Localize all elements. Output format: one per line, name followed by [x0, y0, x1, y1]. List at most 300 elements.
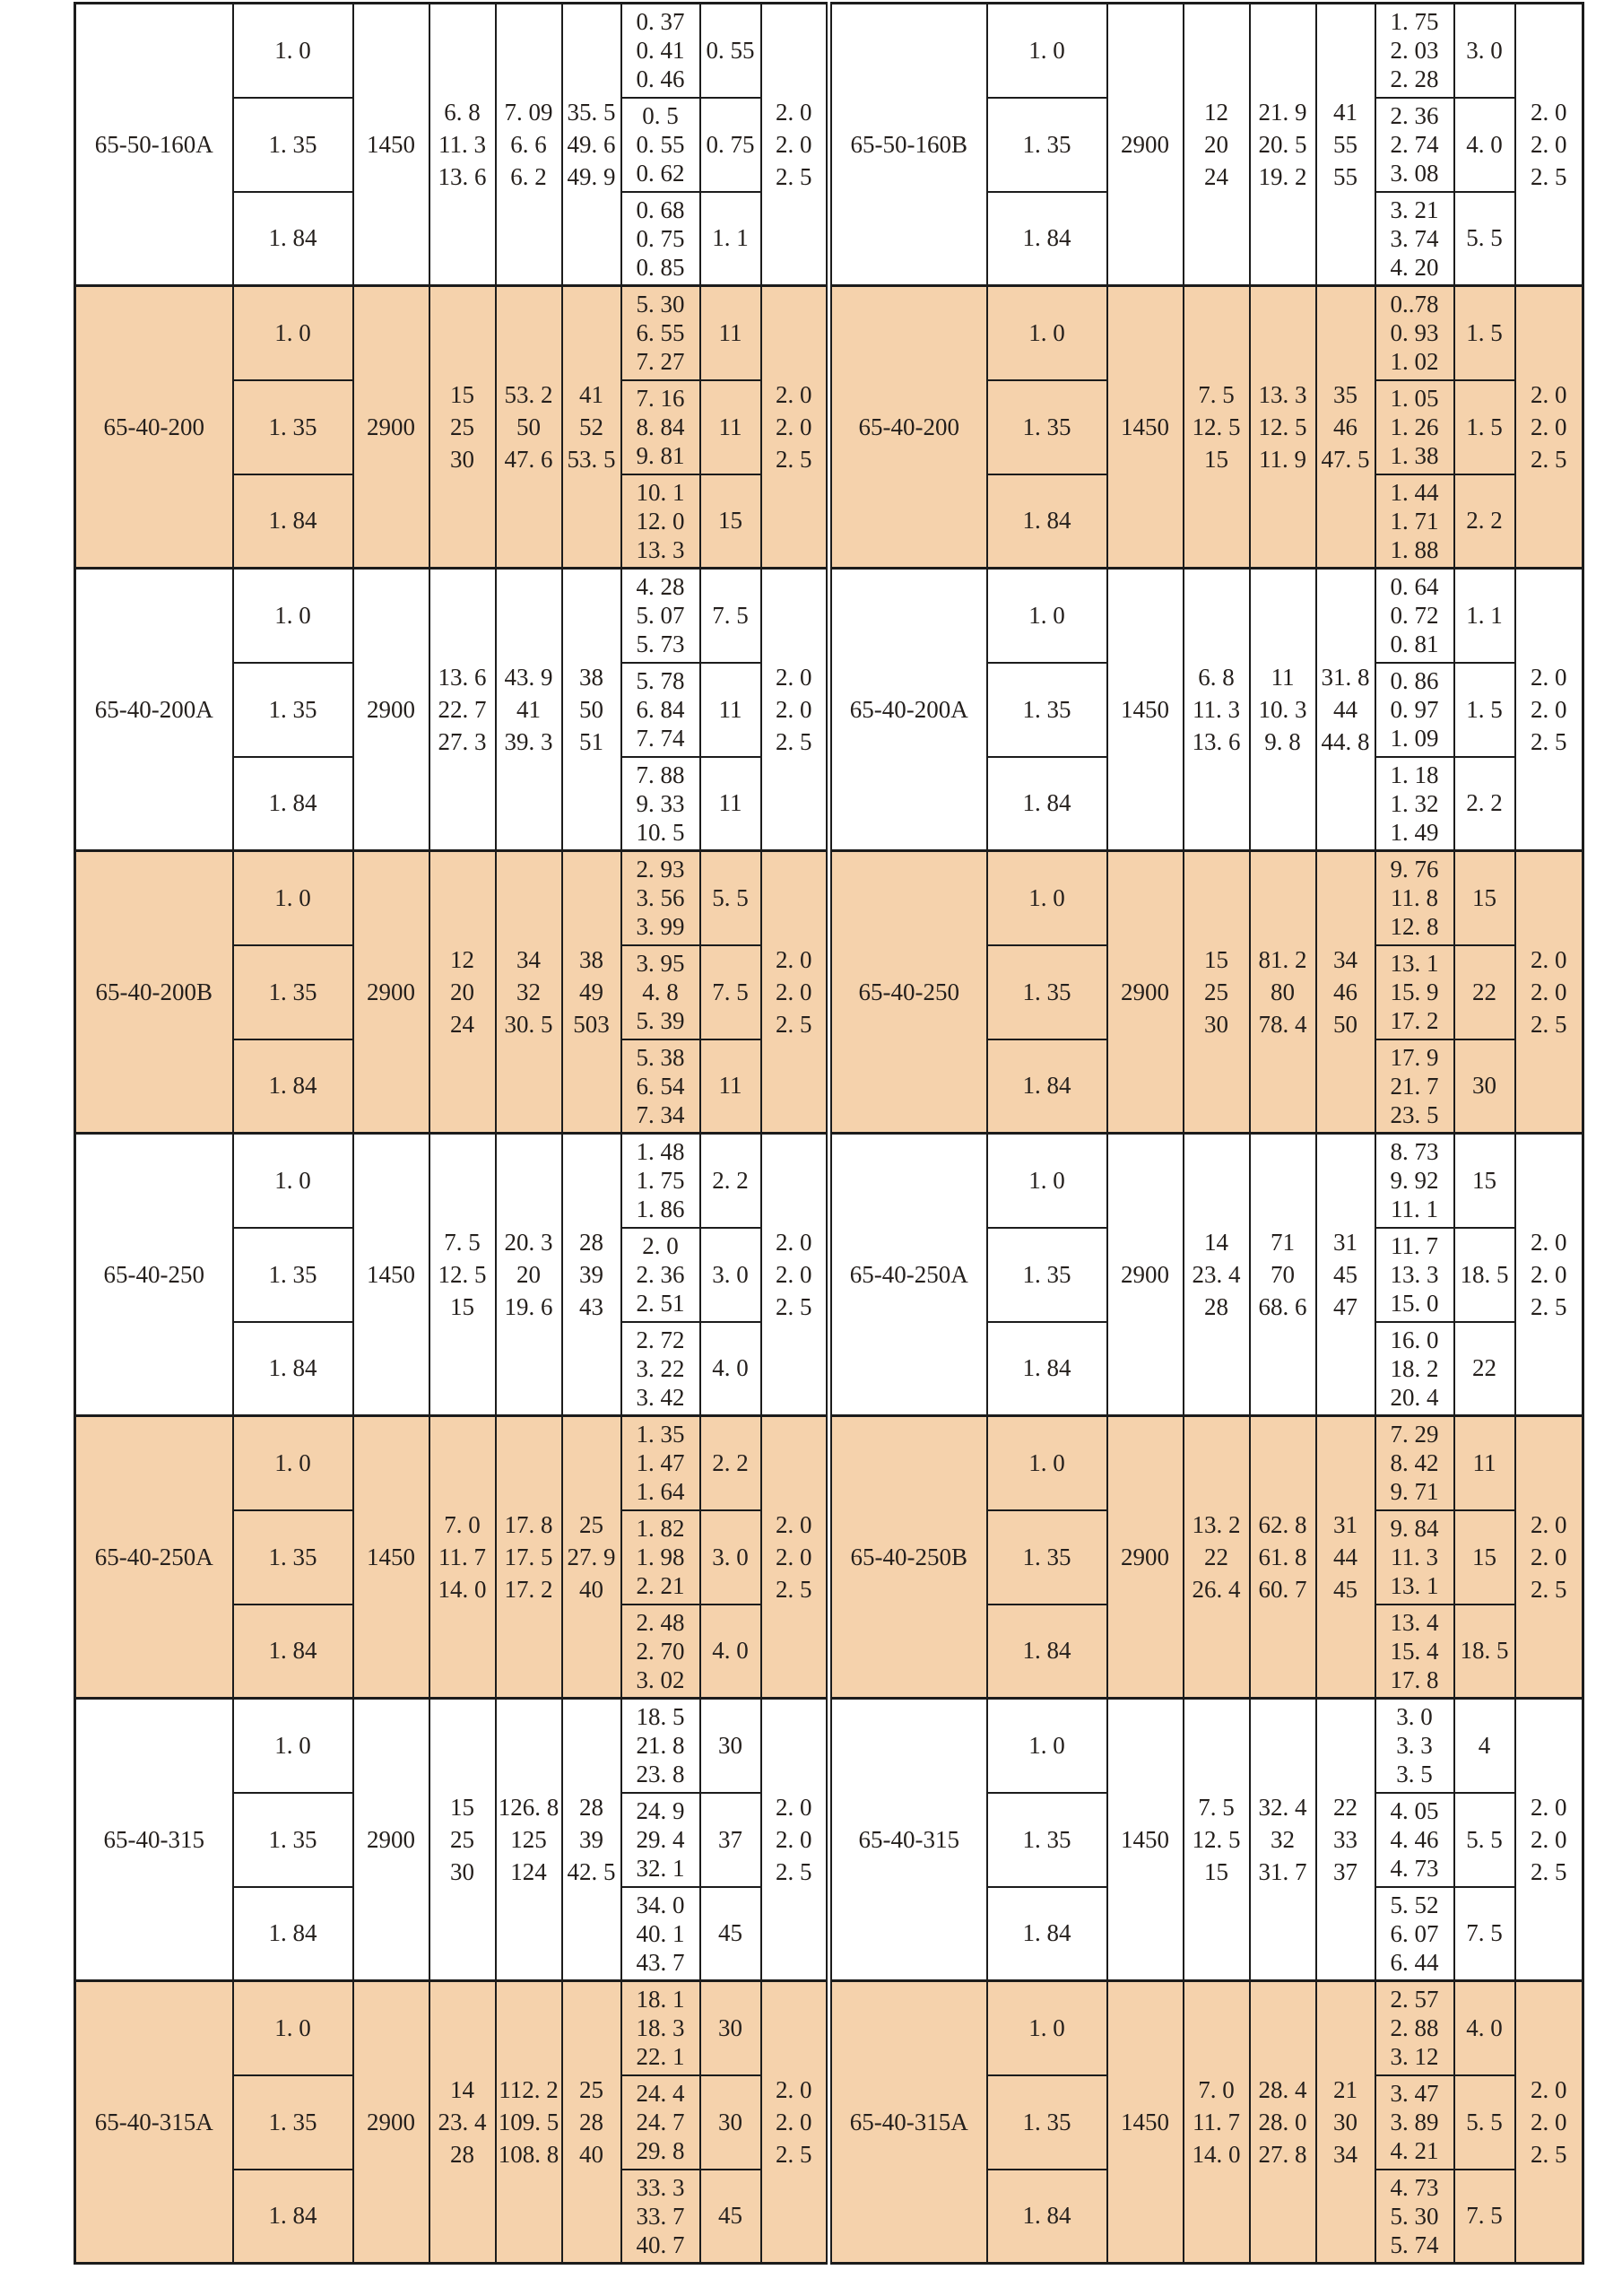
flow-cell	[429, 1981, 496, 2264]
efficiency-cell	[1316, 286, 1375, 569]
table-row	[75, 1134, 1583, 1228]
impeller-ratio-cell: 1. 0	[987, 4, 1107, 98]
efficiency-value-line: 44	[1333, 1544, 1357, 1570]
efficiency-value-line: 21	[1333, 2076, 1357, 2103]
motor-power-cell: 30	[700, 1699, 761, 1793]
efficiency-value-line: 55	[1333, 131, 1357, 158]
flow-value-line: 15	[1204, 1858, 1228, 1885]
npsh-value-line: 2. 0	[776, 1826, 812, 1853]
impeller-ratio-cell: 1. 35	[233, 1510, 353, 1605]
flow-cell	[1184, 1416, 1250, 1699]
head-cell	[1250, 286, 1316, 569]
head-cell	[496, 1981, 562, 2264]
head-value-line: 61. 8	[1258, 1544, 1307, 1570]
motor-power-cell: 7. 5	[700, 945, 761, 1039]
impeller-ratio-cell: 1. 84	[987, 192, 1107, 286]
shaft-power-value-line: 3. 47	[1390, 2080, 1439, 2107]
head-value-line: 20. 3	[504, 1229, 553, 1256]
motor-power-cell: 11	[700, 757, 761, 851]
shaft-power-value-line: 29. 8	[636, 2137, 685, 2164]
head-value-line: 39. 3	[504, 728, 553, 755]
shaft-power-cell	[1375, 1605, 1454, 1699]
head-value-line: 68. 6	[1258, 1293, 1307, 1320]
motor-power-cell: 4. 0	[700, 1322, 761, 1416]
flow-value-line: 7. 0	[1198, 2076, 1235, 2103]
impeller-ratio-cell: 1. 35	[987, 945, 1107, 1039]
shaft-power-cell	[1375, 98, 1454, 192]
motor-power-cell: 1. 1	[1454, 569, 1515, 663]
flow-value-line: 13. 6	[438, 664, 487, 691]
npsh-value-line: 2. 0	[1531, 664, 1567, 691]
shaft-power-value-line: 1. 32	[1390, 789, 1439, 817]
impeller-ratio-cell: 1. 84	[233, 2170, 353, 2264]
flow-value-line: 22	[1204, 1544, 1228, 1570]
shaft-power-cell	[1375, 757, 1454, 851]
motor-power-cell: 1. 1	[700, 192, 761, 286]
flow-value-line: 24	[1204, 163, 1228, 190]
npsh-value-line: 2. 0	[1531, 1544, 1567, 1570]
motor-power-cell: 3. 0	[700, 1228, 761, 1322]
flow-value-line: 12	[1204, 99, 1228, 126]
head-value-line: 20	[516, 1261, 541, 1288]
impeller-ratio-cell: 1. 0	[987, 1416, 1107, 1510]
shaft-power-value-line: 8. 73	[1390, 1138, 1439, 1166]
head-value-line: 17. 2	[504, 1576, 553, 1603]
shaft-power-value-line: 2. 88	[1390, 2014, 1439, 2042]
efficiency-value-line: 28	[579, 2109, 603, 2135]
shaft-power-value-line: 0. 81	[1390, 631, 1439, 658]
shaft-power-value-line: 3. 5	[1396, 1761, 1433, 1788]
flow-value-line: 12	[450, 946, 474, 973]
speed-cell: 1450	[1107, 286, 1184, 569]
impeller-ratio-cell: 1. 0	[233, 851, 353, 945]
shaft-power-value-line: 6. 54	[636, 1072, 685, 1100]
shaft-power-cell	[1375, 1887, 1454, 1981]
shaft-power-value-line: 2. 36	[636, 1261, 685, 1288]
npsh-value-line: 2. 0	[1531, 381, 1567, 408]
shaft-power-value-line: 4. 20	[1390, 253, 1439, 281]
shaft-power-value-line: 5. 07	[636, 602, 685, 630]
shaft-power-value-line: 13. 3	[636, 535, 685, 563]
efficiency-value-line: 25	[579, 2076, 603, 2103]
motor-power-cell: 15	[1454, 1134, 1515, 1228]
motor-power-cell: 22	[1454, 945, 1515, 1039]
shaft-power-value-line: 0. 85	[636, 253, 685, 281]
head-value-line: 7. 09	[504, 99, 553, 126]
efficiency-value-line: 38	[579, 664, 603, 691]
shaft-power-value-line: 13. 1	[1390, 1572, 1439, 1599]
impeller-ratio-cell: 1. 35	[987, 1228, 1107, 1322]
npsh-cell	[1515, 851, 1583, 1134]
shaft-power-value-line: 0. 75	[636, 224, 685, 252]
flow-value-line: 14	[450, 2076, 474, 2103]
shaft-power-value-line: 1. 02	[1390, 348, 1439, 376]
shaft-power-value-line: 18. 3	[636, 2014, 685, 2042]
shaft-power-value-line: 23. 5	[1390, 1100, 1439, 1128]
shaft-power-cell	[621, 4, 700, 98]
efficiency-value-line: 31. 8	[1321, 664, 1370, 691]
impeller-ratio-cell: 1. 84	[233, 1605, 353, 1699]
speed-cell: 2900	[353, 851, 429, 1134]
shaft-power-cell	[621, 2075, 700, 2170]
shaft-power-cell	[621, 474, 700, 569]
npsh-value-line: 2. 5	[776, 728, 812, 755]
shaft-power-value-line: 7. 34	[636, 1100, 685, 1128]
flow-cell	[1184, 4, 1250, 286]
flow-value-line: 25	[1204, 978, 1228, 1005]
shaft-power-value-line: 2. 0	[642, 1232, 679, 1259]
head-value-line: 28. 0	[1258, 2109, 1307, 2135]
head-value-line: 71	[1271, 1229, 1295, 1256]
head-value-line: 34	[516, 946, 541, 973]
shaft-power-value-line: 0. 46	[636, 65, 685, 93]
npsh-cell	[761, 851, 829, 1134]
motor-power-cell: 7. 5	[700, 569, 761, 663]
flow-value-line: 13. 2	[1192, 1511, 1241, 1538]
npsh-cell	[761, 1416, 829, 1699]
shaft-power-value-line: 3. 08	[1390, 160, 1439, 187]
head-value-line: 6. 6	[510, 131, 547, 158]
impeller-ratio-cell: 1. 84	[987, 2170, 1107, 2264]
motor-power-cell: 3. 0	[700, 1510, 761, 1605]
impeller-ratio-cell: 1. 35	[233, 1228, 353, 1322]
efficiency-value-line: 22	[1333, 1794, 1357, 1821]
shaft-power-value-line: 23. 8	[636, 1761, 685, 1788]
head-value-line: 6. 2	[510, 163, 547, 190]
efficiency-value-line: 41	[579, 381, 603, 408]
shaft-power-value-line: 8. 84	[636, 413, 685, 440]
npsh-cell	[761, 286, 829, 569]
shaft-power-value-line: 1. 82	[636, 1515, 685, 1542]
speed-cell: 2900	[353, 286, 429, 569]
model-cell: 65-50-160A	[75, 4, 233, 286]
npsh-value-line: 2. 5	[776, 2141, 812, 2168]
head-value-line: 70	[1271, 1261, 1295, 1288]
model-cell: 65-40-315A	[75, 1981, 233, 2264]
shaft-power-value-line: 2. 74	[1390, 131, 1439, 158]
impeller-ratio-cell: 1. 0	[987, 1981, 1107, 2075]
head-value-line: 125	[510, 1826, 547, 1853]
npsh-value-line: 2. 5	[1531, 1858, 1567, 1885]
efficiency-cell	[1316, 569, 1375, 851]
flow-value-line: 6. 8	[1198, 664, 1235, 691]
flow-value-line: 23. 4	[438, 2109, 487, 2135]
impeller-ratio-cell: 1. 0	[233, 569, 353, 663]
head-cell	[496, 1416, 562, 1699]
shaft-power-value-line: 6. 55	[636, 319, 685, 347]
efficiency-value-line: 39	[579, 1261, 603, 1288]
shaft-power-cell	[621, 945, 700, 1039]
head-value-line: 11	[1271, 664, 1295, 691]
impeller-ratio-cell: 1. 0	[987, 569, 1107, 663]
impeller-ratio-cell: 1. 35	[987, 663, 1107, 757]
efficiency-value-line: 45	[1333, 1576, 1357, 1603]
motor-power-cell: 2. 2	[700, 1134, 761, 1228]
efficiency-value-line: 33	[1333, 1826, 1357, 1853]
shaft-power-cell	[621, 1228, 700, 1322]
motor-power-cell: 5. 5	[1454, 1793, 1515, 1887]
speed-cell: 1450	[1107, 1699, 1184, 1981]
impeller-ratio-cell: 1. 0	[987, 286, 1107, 380]
shaft-power-cell	[1375, 1322, 1454, 1416]
npsh-cell	[761, 1699, 829, 1981]
shaft-power-cell	[1375, 945, 1454, 1039]
shaft-power-value-line: 11. 3	[1391, 1544, 1438, 1570]
shaft-power-cell	[1375, 1699, 1454, 1793]
efficiency-value-line: 55	[1333, 163, 1357, 190]
model-cell: 65-40-250A	[75, 1416, 233, 1699]
efficiency-value-line: 25	[579, 1511, 603, 1538]
motor-power-cell: 0. 55	[700, 4, 761, 98]
npsh-value-line: 2. 5	[1531, 2141, 1567, 2168]
shaft-power-cell	[621, 1510, 700, 1605]
shaft-power-value-line: 1. 75	[1390, 8, 1439, 36]
shaft-power-value-line: 3. 95	[636, 950, 685, 977]
efficiency-value-line: 40	[579, 2141, 603, 2168]
motor-power-cell: 11	[700, 286, 761, 380]
shaft-power-value-line: 7. 88	[636, 761, 685, 788]
shaft-power-value-line: 1. 18	[1390, 761, 1439, 788]
npsh-value-line: 2. 0	[1531, 1794, 1567, 1821]
shaft-power-value-line: 0. 86	[1390, 667, 1439, 694]
shaft-power-value-line: 12. 8	[1390, 913, 1439, 941]
npsh-value-line: 2. 0	[1531, 1511, 1567, 1538]
impeller-ratio-cell: 1. 35	[987, 1793, 1107, 1887]
shaft-power-cell	[1375, 1228, 1454, 1322]
efficiency-value-line: 27. 9	[567, 1544, 616, 1570]
model-cell: 65-40-315	[829, 1699, 987, 1981]
flow-value-line: 20	[1204, 131, 1228, 158]
motor-power-cell: 3. 0	[1454, 4, 1515, 98]
speed-cell: 2900	[353, 1981, 429, 2264]
npsh-cell	[1515, 4, 1583, 286]
shaft-power-cell	[1375, 1981, 1454, 2075]
shaft-power-cell	[1375, 851, 1454, 945]
shaft-power-value-line: 15. 0	[1390, 1290, 1439, 1317]
flow-value-line: 15	[1204, 946, 1228, 973]
motor-power-cell: 4. 0	[1454, 1981, 1515, 2075]
efficiency-value-line: 38	[579, 946, 603, 973]
shaft-power-value-line: 12. 0	[636, 507, 685, 535]
motor-power-cell: 11	[700, 663, 761, 757]
motor-power-cell: 1. 5	[1454, 286, 1515, 380]
shaft-power-value-line: 9. 33	[636, 789, 685, 817]
npsh-value-line: 2. 5	[1531, 446, 1567, 473]
head-value-line: 32	[516, 978, 541, 1005]
shaft-power-value-line: 3. 21	[1390, 196, 1439, 223]
shaft-power-value-line: 4. 73	[1390, 2173, 1439, 2201]
head-value-line: 32. 4	[1258, 1794, 1307, 1821]
shaft-power-value-line: 24. 9	[636, 1797, 685, 1824]
impeller-ratio-cell: 1. 84	[987, 1887, 1107, 1981]
npsh-value-line: 2. 0	[776, 1261, 812, 1288]
shaft-power-value-line: 43. 7	[636, 1948, 685, 1976]
shaft-power-value-line: 16. 0	[1390, 1326, 1439, 1353]
efficiency-value-line: 46	[1333, 978, 1357, 1005]
model-cell: 65-40-250	[829, 851, 987, 1134]
pump-spec-table	[74, 2, 1584, 2265]
npsh-value-line: 2. 0	[776, 131, 812, 158]
impeller-ratio-cell: 1. 35	[233, 663, 353, 757]
efficiency-cell	[1316, 4, 1375, 286]
efficiency-value-line: 49. 9	[567, 163, 616, 190]
motor-power-cell: 2. 2	[1454, 474, 1515, 569]
shaft-power-value-line: 5. 74	[1390, 2231, 1439, 2258]
npsh-value-line: 2. 5	[776, 1858, 812, 1885]
efficiency-value-line: 53. 5	[567, 446, 616, 473]
efficiency-value-line: 47	[1333, 1293, 1357, 1320]
head-value-line: 108. 8	[498, 2141, 559, 2168]
shaft-power-value-line: 5. 52	[1390, 1891, 1439, 1918]
shaft-power-value-line: 18. 5	[636, 1703, 685, 1731]
efficiency-value-line: 31	[1333, 1511, 1357, 1538]
flow-value-line: 27. 3	[438, 728, 487, 755]
impeller-ratio-cell: 1. 0	[233, 1416, 353, 1510]
npsh-value-line: 2. 0	[776, 1229, 812, 1256]
efficiency-value-line: 34	[1333, 2141, 1357, 2168]
shaft-power-value-line: 4. 46	[1390, 1826, 1439, 1853]
shaft-power-value-line: 20. 4	[1390, 1383, 1439, 1411]
flow-cell	[1184, 569, 1250, 851]
table-body	[75, 4, 1583, 2264]
model-cell: 65-40-250A	[829, 1134, 987, 1416]
efficiency-cell	[562, 4, 621, 286]
head-value-line: 28. 4	[1258, 2076, 1307, 2103]
shaft-power-value-line: 21. 8	[636, 1732, 685, 1760]
flow-value-line: 28	[450, 2141, 474, 2168]
shaft-power-cell	[621, 1793, 700, 1887]
shaft-power-cell	[621, 851, 700, 945]
shaft-power-cell	[1375, 1039, 1454, 1134]
shaft-power-cell	[621, 1605, 700, 1699]
head-value-line: 124	[510, 1858, 547, 1885]
npsh-value-line: 2. 0	[1531, 696, 1567, 723]
head-cell	[496, 1134, 562, 1416]
npsh-value-line: 2. 0	[1531, 1261, 1567, 1288]
shaft-power-value-line: 10. 1	[636, 478, 685, 506]
shaft-power-value-line: 5. 73	[636, 631, 685, 658]
head-value-line: 60. 7	[1258, 1576, 1307, 1603]
flow-value-line: 14. 0	[438, 1576, 487, 1603]
shaft-power-cell	[621, 1039, 700, 1134]
head-value-line: 109. 5	[498, 2109, 559, 2135]
flow-cell	[429, 1416, 496, 1699]
shaft-power-value-line: 11. 8	[1391, 884, 1438, 912]
motor-power-cell: 0. 75	[700, 98, 761, 192]
efficiency-value-line: 42. 5	[567, 1858, 616, 1885]
impeller-ratio-cell: 1. 84	[987, 1322, 1107, 1416]
flow-value-line: 11. 7	[1193, 2109, 1240, 2135]
npsh-cell	[1515, 1134, 1583, 1416]
shaft-power-value-line: 4. 8	[642, 978, 679, 1005]
efficiency-value-line: 40	[579, 1576, 603, 1603]
npsh-value-line: 2. 0	[776, 413, 812, 440]
shaft-power-value-line: 1. 88	[1390, 535, 1439, 563]
efficiency-value-line: 46	[1333, 413, 1357, 440]
shaft-power-value-line: 17. 2	[1390, 1007, 1439, 1034]
efficiency-cell	[1316, 1416, 1375, 1699]
efficiency-value-line: 45	[1333, 1261, 1357, 1288]
flow-value-line: 13. 6	[1192, 728, 1241, 755]
speed-cell: 1450	[1107, 569, 1184, 851]
impeller-ratio-cell: 1. 84	[987, 1039, 1107, 1134]
npsh-value-line: 2. 5	[776, 163, 812, 190]
flow-value-line: 6. 8	[444, 99, 481, 126]
flow-value-line: 15	[450, 381, 474, 408]
head-value-line: 43. 9	[504, 664, 553, 691]
shaft-power-value-line: 7. 27	[636, 348, 685, 376]
shaft-power-cell	[1375, 2170, 1454, 2264]
efficiency-cell	[562, 1416, 621, 1699]
speed-cell: 1450	[353, 1416, 429, 1699]
motor-power-cell: 30	[700, 1981, 761, 2075]
speed-cell: 1450	[353, 1134, 429, 1416]
impeller-ratio-cell: 1. 0	[233, 286, 353, 380]
table-row	[75, 1981, 1583, 2075]
efficiency-value-line: 37	[1333, 1858, 1357, 1885]
shaft-power-value-line: 11. 7	[1391, 1232, 1438, 1259]
shaft-power-value-line: 3. 12	[1390, 2043, 1439, 2071]
head-value-line: 80	[1271, 978, 1295, 1005]
shaft-power-value-line: 3. 89	[1390, 2109, 1439, 2135]
head-value-line: 50	[516, 413, 541, 440]
npsh-value-line: 2. 5	[1531, 1576, 1567, 1603]
npsh-value-line: 2. 5	[776, 1576, 812, 1603]
shaft-power-value-line: 2. 57	[1390, 1986, 1439, 2013]
shaft-power-value-line: 2. 28	[1390, 65, 1439, 93]
impeller-ratio-cell: 1. 84	[233, 757, 353, 851]
efficiency-value-line: 47. 5	[1321, 446, 1370, 473]
flow-value-line: 28	[1204, 1293, 1228, 1320]
shaft-power-cell	[621, 286, 700, 380]
head-value-line: 11. 9	[1259, 446, 1306, 473]
flow-cell	[429, 569, 496, 851]
motor-power-cell: 15	[1454, 1510, 1515, 1605]
shaft-power-value-line: 1. 64	[636, 1478, 685, 1506]
impeller-ratio-cell: 1. 0	[233, 1134, 353, 1228]
npsh-cell	[1515, 1416, 1583, 1699]
table-row	[75, 569, 1583, 663]
shaft-power-cell	[621, 1887, 700, 1981]
efficiency-cell	[1316, 1699, 1375, 1981]
shaft-power-value-line: 1. 09	[1390, 725, 1439, 752]
table-row	[75, 286, 1583, 380]
flow-value-line: 12. 5	[1192, 1826, 1241, 1853]
shaft-power-value-line: 18. 2	[1390, 1354, 1439, 1382]
speed-cell: 2900	[353, 1699, 429, 1981]
head-cell	[496, 851, 562, 1134]
impeller-ratio-cell: 1. 0	[987, 1699, 1107, 1793]
shaft-power-value-line: 4. 73	[1390, 1855, 1439, 1882]
shaft-power-value-line: 24. 4	[636, 2080, 685, 2107]
npsh-value-line: 2. 0	[1531, 99, 1567, 126]
page	[0, 2, 1622, 2296]
shaft-power-value-line: 1. 98	[636, 1544, 685, 1570]
shaft-power-value-line: 0. 68	[636, 196, 685, 223]
impeller-ratio-cell: 1. 35	[233, 945, 353, 1039]
impeller-ratio-cell: 1. 0	[987, 851, 1107, 945]
efficiency-cell	[1316, 851, 1375, 1134]
head-value-line: 13. 3	[1258, 381, 1307, 408]
shaft-power-value-line: 1. 47	[636, 1449, 685, 1477]
impeller-ratio-cell: 1. 84	[987, 757, 1107, 851]
model-cell: 65-40-200	[75, 286, 233, 569]
shaft-power-value-line: 1. 49	[1390, 818, 1439, 846]
efficiency-cell	[562, 1981, 621, 2264]
model-cell: 65-40-250B	[829, 1416, 987, 1699]
shaft-power-value-line: 2. 93	[636, 856, 685, 883]
impeller-ratio-cell: 1. 0	[233, 4, 353, 98]
